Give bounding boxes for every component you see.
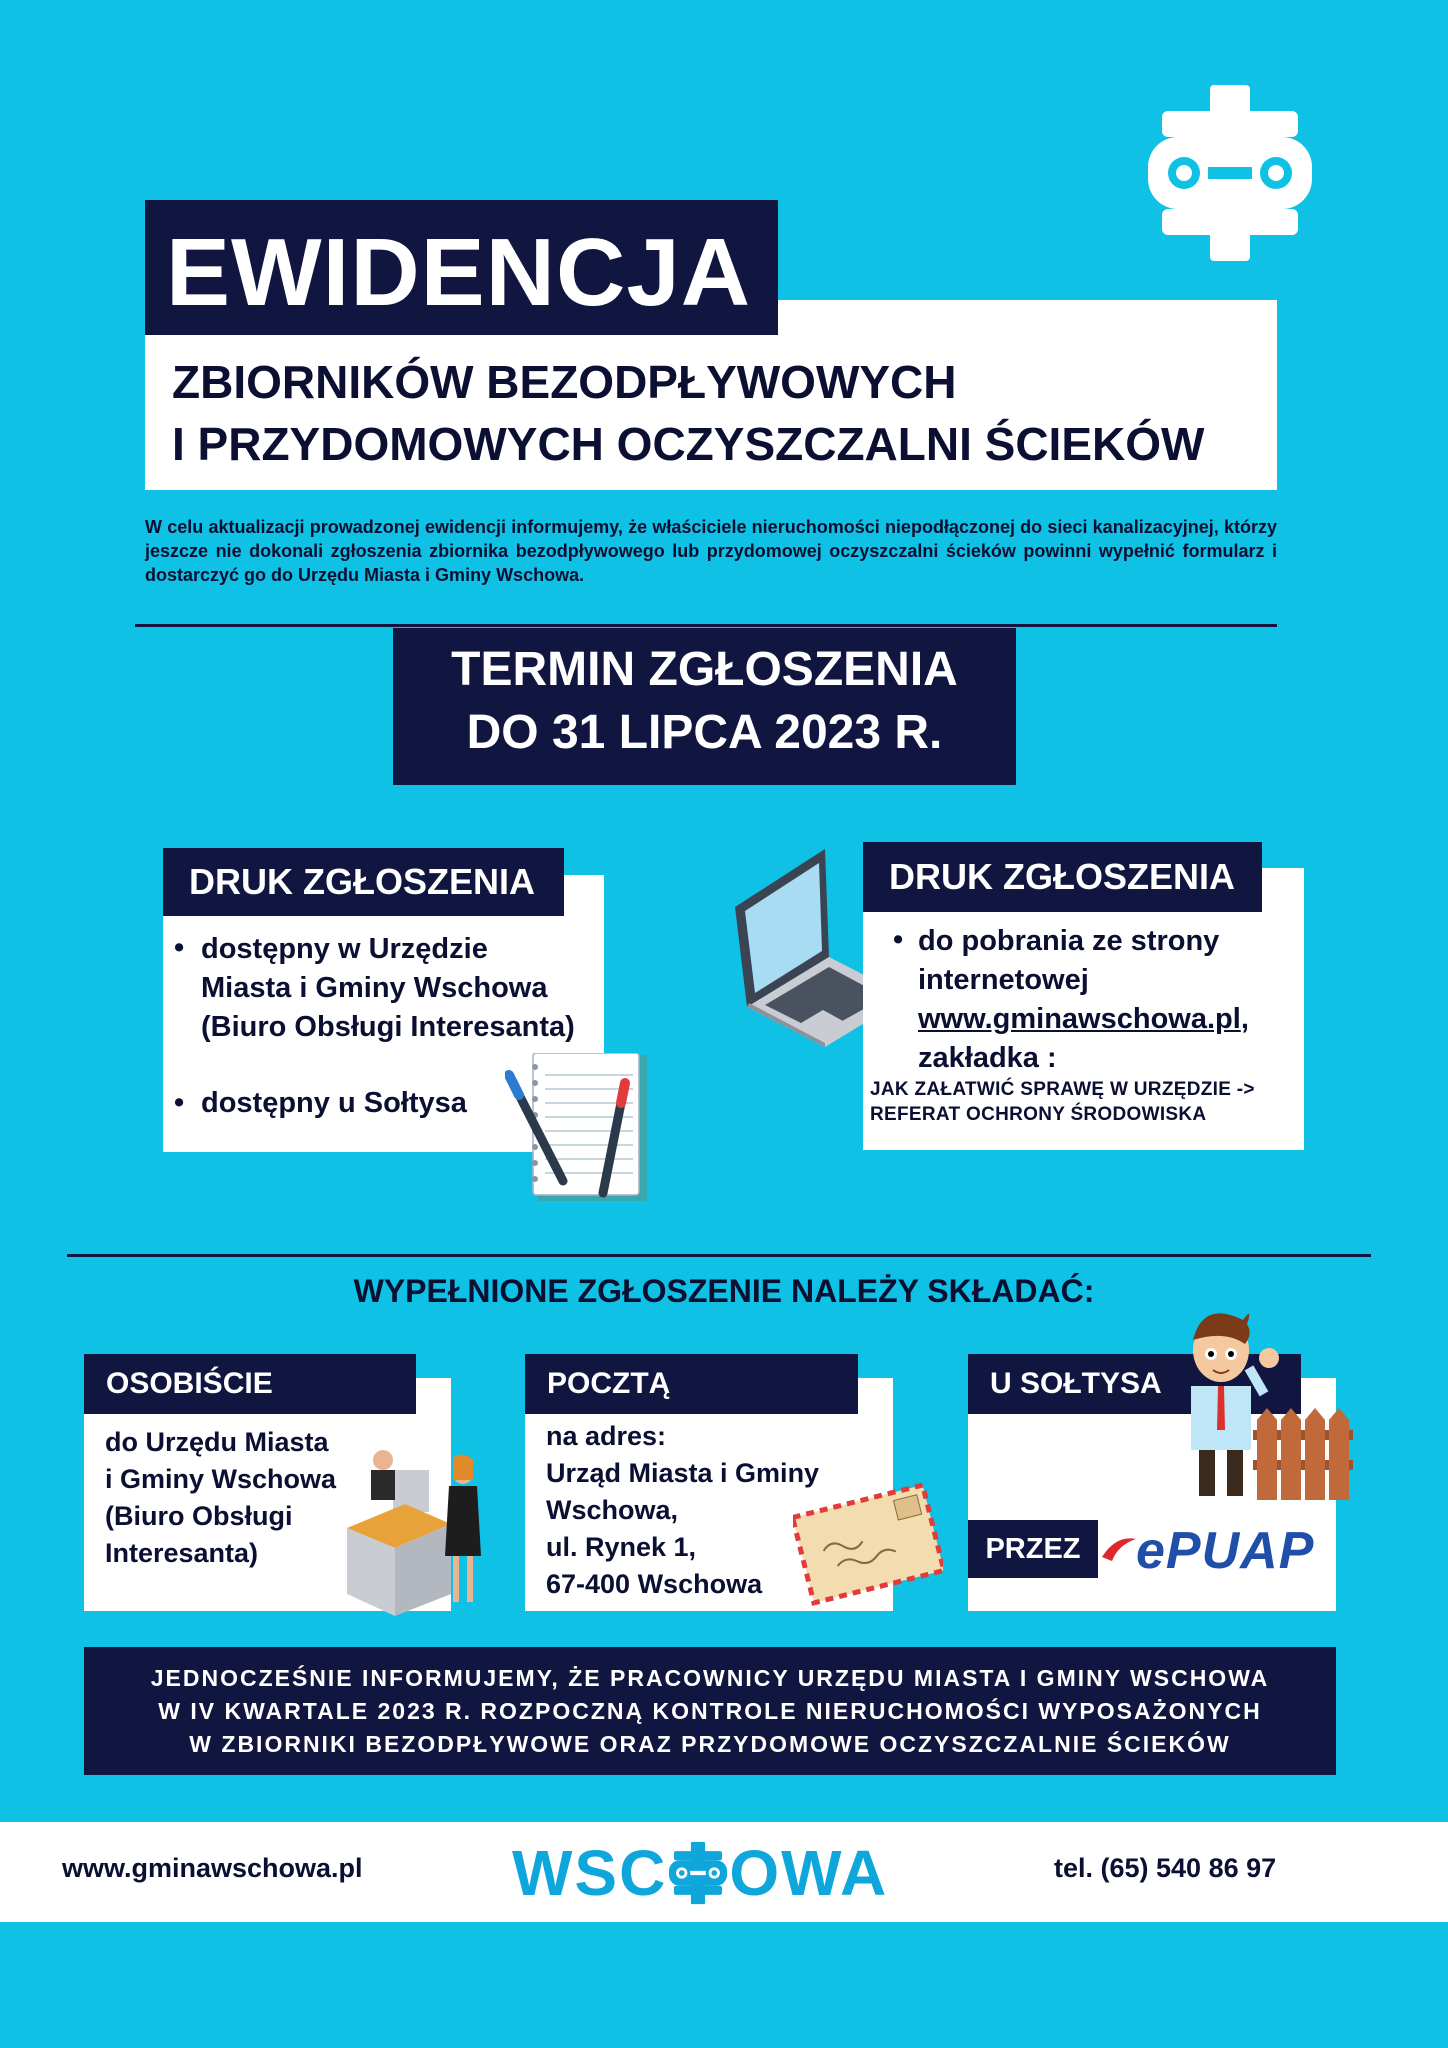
post-line-4: ul. Rynek 1, bbox=[546, 1532, 697, 1562]
personal-line-3: (Biuro Obsługi bbox=[105, 1501, 293, 1531]
post-tab: POCZTĄ bbox=[525, 1354, 858, 1414]
epuap-logo[interactable] bbox=[1100, 1520, 1325, 1582]
deadline-line-1: TERMIN ZGŁOSZENIA bbox=[451, 643, 958, 696]
logo-emblem-icon bbox=[669, 1840, 727, 1906]
druk-online-path-1: JAK ZAŁATWIĆ SPRAWĘ W URZĘDZIE -> bbox=[870, 1079, 1255, 1100]
footer-website-link[interactable]: www.gminawschowa.pl bbox=[62, 1853, 363, 1883]
via-label: PRZEZ bbox=[968, 1520, 1098, 1578]
soltys-person-icon bbox=[1185, 1310, 1355, 1500]
epuap-text: ePUAP bbox=[1136, 1522, 1315, 1580]
soltys-tab: U SOŁTYSA bbox=[968, 1354, 1301, 1414]
druk-office-tab: DRUK ZGŁOSZENIA bbox=[163, 848, 564, 916]
wschowa-logo bbox=[512, 1836, 888, 1910]
druk-soltys-line: dostępny u Sołtysa bbox=[201, 1087, 467, 1119]
post-line-5: 67-400 Wschowa bbox=[546, 1569, 763, 1599]
deadline-line-2: DO 31 LIPCA 2023 R. bbox=[466, 706, 943, 759]
post-line-1: na adres: bbox=[546, 1421, 667, 1451]
personal-line-1: do Urzędu Miasta bbox=[105, 1427, 329, 1457]
divider bbox=[67, 1254, 1371, 1257]
info-line-2: W IV KWARTALE 2023 R. ROZPOCZNĄ KONTROLE NIERUCHOMOŚCI WYPOSAŻONYCH bbox=[158, 1698, 1262, 1724]
personal-tab: OSOBIŚCIE bbox=[84, 1354, 416, 1414]
page-title: EWIDENCJA bbox=[166, 219, 752, 326]
druk-office-line-3: (Biuro Obsługi Interesanta) bbox=[201, 1011, 575, 1043]
druk-online-line-1: do pobrania ze strony bbox=[918, 925, 1220, 957]
info-line-1: JEDNOCZEŚNIE INFORMUJEMY, ŻE PRACOWNICY URZĘDU MIASTA I GMINY WSCHOWA bbox=[150, 1665, 1270, 1691]
submit-heading: WYPEŁNIONE ZGŁOSZENIE NALEŻY SKŁADAĆ: bbox=[353, 1273, 1095, 1309]
druk-online-link-line bbox=[918, 1000, 1249, 1039]
bullet: • bbox=[893, 924, 904, 956]
reception-desk-icon bbox=[345, 1448, 485, 1618]
personal-line-4: Interesanta) bbox=[105, 1538, 259, 1568]
subtitle-line-1: ZBIORNIKÓW BEZODPŁYWOWYCH bbox=[172, 356, 957, 408]
druk-online-line-4: zakładka : bbox=[918, 1042, 1057, 1074]
divider bbox=[135, 624, 1277, 627]
intro-paragraph: W celu aktualizacji prowadzonej ewidencji informujemy, że właściciele nieruchomości niepodłączonej do sieci kanalizacyjnej, którzy jeszcze nie dokonali zgłoszenia zbiornika bezodpływowego lub przydomowej oczyszczalni ścieków powinni wypełnić formularz i dostarczyć go do Urzędu Miasta i Gminy Wschowa. bbox=[145, 517, 1277, 585]
wschowa-emblem-icon bbox=[1148, 85, 1312, 261]
website-link[interactable]: www.gminawschowa.pl bbox=[918, 1003, 1241, 1035]
logo-text-left: WSC bbox=[512, 1837, 668, 1909]
envelope-icon bbox=[793, 1478, 943, 1608]
druk-online-tab: DRUK ZGŁOSZENIA bbox=[863, 842, 1262, 912]
subtitle-line-2: I PRZYDOMOWYCH OCZYSZCZALNI ŚCIEKÓW bbox=[172, 418, 1205, 470]
bullet: • bbox=[174, 1087, 185, 1119]
post-line-2: Urząd Miasta i Gminy bbox=[546, 1458, 820, 1488]
druk-online-line-2: internetowej bbox=[918, 964, 1089, 996]
druk-office-line-2: Miasta i Gminy Wschowa bbox=[201, 972, 548, 1004]
druk-online-path-2: REFERAT OCHRONY ŚRODOWISKA bbox=[870, 1104, 1207, 1125]
notebook-pens-icon bbox=[505, 1053, 650, 1203]
logo-text-right: OWA bbox=[729, 1837, 889, 1909]
druk-office-line-1: dostępny w Urzędzie bbox=[201, 933, 488, 965]
post-line-3: Wschowa, bbox=[546, 1495, 679, 1525]
footer-phone: tel. (65) 540 86 97 bbox=[1054, 1853, 1277, 1883]
link-suffix: , bbox=[1240, 1003, 1249, 1035]
info-line-3: W ZBIORNIKI BEZODPŁYWOWE ORAZ PRZYDOMOWE OCZYSZCZALNIE ŚCIEKÓW bbox=[189, 1731, 1231, 1757]
personal-line-2: i Gminy Wschowa bbox=[105, 1464, 337, 1494]
epuap-swoosh-icon bbox=[1100, 1531, 1136, 1571]
bullet: • bbox=[174, 932, 185, 964]
